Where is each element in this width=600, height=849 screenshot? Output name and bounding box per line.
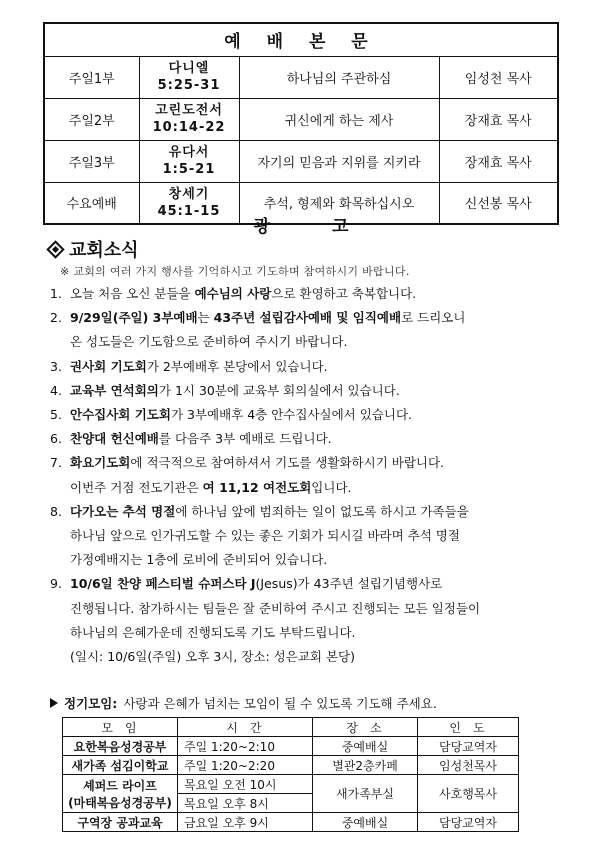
sermon-title-cell: 자기의 믿음과 지위를 지키라 [239,140,439,182]
meeting-leader: 담당교역자 [418,813,519,832]
preacher-cell: 장재효 목사 [439,140,558,182]
body-text: 으로 환영하고 축복합니다. [271,286,417,301]
emphasis-text: 43주년 설립감사예배 및 임직예배 [213,310,402,326]
preacher-cell: 신선봉 목사 [439,182,558,224]
list-item [50,355,570,379]
body-text: 가정예배지는 1층에 로비에 준비되어 있습니다. [70,552,328,568]
meeting-time: 목요일 오후 8시 [178,794,313,813]
body-text: 가 2부예배후 본당에서 있습니다. [146,358,328,374]
list-item-number: 6. [50,431,62,447]
emphasis-text: 다가오는 추석 명절 [70,503,176,519]
list-item [50,572,570,669]
table-row [44,98,558,140]
list-item-number: 4. [50,382,62,398]
col-header-time: 시간 [178,718,313,737]
list-item-number: 1. [50,286,62,301]
triangle-bullet-icon [50,698,58,708]
col-header-leader: 인도 [418,718,519,737]
news-heading [47,236,139,262]
meeting-place: 중예배실 [313,737,418,756]
table-row [44,56,558,98]
emphasis-text: 화요기도회 [70,455,131,471]
worship-table [43,22,559,225]
table-row [44,140,558,182]
meeting-name: 요한복음성경공부 [63,737,178,756]
scripture-cell: 유다서 1:5-21 [139,140,239,182]
scripture-cell: 다니엘 5:25-31 [139,56,239,98]
ad-section-divider [43,212,559,237]
emphasis-text: 여 11,12 여전도회 [202,479,312,495]
emphasis-text: 10/6일 찬양 페스티벌 슈퍼스타 J [70,576,256,592]
regular-meetings-text: 사랑과 은혜가 넘치는 모임이 될 수 있도록 기도해 주세요. [123,696,437,711]
service-cell: 주일1부 [44,56,139,98]
col-header-meeting: 모임 [63,718,178,737]
news-list [50,282,570,669]
table-row [63,756,519,775]
body-text: 입니다. [311,479,352,495]
list-item-number: 2. [50,310,62,326]
sermon-title-cell: 추석, 형제와 화목하십시오 [239,182,439,224]
list-item-line [70,621,570,645]
body-text: 오늘 처음 오신 분들을 [70,286,195,301]
list-item-number: 5. [50,407,62,423]
body-text: 이번주 거점 전도기관은 [70,479,203,495]
emphasis-text: 예수님의 사랑 [194,286,272,301]
list-item-line [70,451,570,475]
service-cell: 주일3부 [44,140,139,182]
col-header-place: 장소 [313,718,418,737]
meeting-time: 목요일 오전 10시 [178,775,313,794]
meeting-time: 금요일 오후 9시 [178,813,313,832]
list-item-line [70,572,570,596]
list-item [50,306,570,354]
scripture-cell: 창세기 45:1-15 [139,182,239,224]
body-text: 에 적극적으로 참여하셔서 기도를 생활화하시기 바랍니다. [130,455,445,471]
body-text: 에 하나님 앞에 범죄하는 일이 없도록 하시고 가족들을 [175,503,469,519]
meetings-table [62,717,519,832]
list-item-line [70,330,570,354]
body-text: 를 다음주 3부 예배로 드립니다. [158,431,332,447]
meeting-leader: 사호행목사 [418,775,519,813]
list-item-line [70,500,570,524]
ad-title: 광 고 [253,217,377,237]
list-item [50,379,570,403]
list-item [50,451,570,499]
sermon-title-cell: 귀신에게 하는 제사 [239,98,439,140]
news-note: ※ 교회의 여러 가지 행사를 기억하시고 기도하며 참여하시기 바랍니다. [60,265,410,278]
list-item-number: 8. [50,503,62,519]
emphasis-text: 교육부 연석회의 [70,382,159,398]
meeting-leader: 임성천목사 [418,756,519,775]
emphasis-text: 찬양대 헌신예배 [70,431,159,447]
service-cell: 수요예배 [44,182,139,224]
meeting-place: 중예배실 [313,813,418,832]
list-item [50,282,570,306]
table-row [63,775,519,794]
body-text: 온 성도들은 기도함으로 준비하여 주시기 바랍니다. [70,334,348,350]
preacher-cell: 임성천 목사 [439,56,558,98]
diamond-bullet-icon [46,240,64,258]
sermon-title-cell: 하나님의 주관하심 [239,56,439,98]
meeting-name: 셰퍼드 라이프 (마태복음성경공부) [63,775,178,813]
dashed-divider-right [374,223,559,224]
meeting-time: 주일 1:20~2:20 [178,756,313,775]
meeting-name: 구역장 공과교육 [63,813,178,832]
body-text: (일시: 10/6일(주일) 오후 3시, 장소: 성은교회 본당) [70,649,355,665]
table-header-row [63,718,519,737]
preacher-cell: 장재효 목사 [439,98,558,140]
list-item-line [70,282,570,306]
list-item-line [70,524,570,548]
meeting-place: 별관2층카페 [313,756,418,775]
list-item [50,403,570,427]
meeting-time: 주일 1:20~2:10 [178,737,313,756]
body-text: 하나님 앞으로 인가귀도할 수 있는 좋은 기회가 되시길 바라며 추석 명절 [70,528,460,544]
body-text: 로 드리오니 [401,310,466,326]
emphasis-text: 9/29일(주일) 3부예배 [70,310,198,326]
body-text: 진행됩니다. 참가하시는 팀들은 잘 준비하여 주시고 진행되는 모든 일정들이 [70,600,481,616]
list-item-line [70,379,570,403]
list-item-line [70,427,570,451]
news-heading-text: 교회소식 [69,240,139,261]
body-text: (Jesus)가 43주년 설립기념행사로 [255,576,443,592]
body-text: 가 3부예배후 4층 안수집사실에서 있습니다. [170,407,413,423]
scripture-cell: 고린도전서 10:14-22 [139,98,239,140]
list-item [50,427,570,451]
list-item-line [70,355,570,379]
list-item-line [70,403,570,427]
body-text: 가 1시 30분에 교육부 회의실에서 있습니다. [158,382,400,398]
list-item-number: 7. [50,455,62,471]
emphasis-text: 안수집사회 기도회 [70,407,171,423]
regular-meetings-heading [50,694,437,712]
list-item-line [70,645,570,669]
meeting-name: 새가족 섬김이학교 [63,756,178,775]
emphasis-text: 권사회 기도회 [70,358,147,374]
table-row [63,737,519,756]
meeting-leader: 담당교역자 [418,737,519,756]
worship-title: 예 배 본 문 [44,23,558,56]
list-item [50,500,570,573]
list-item-line [70,597,570,621]
table-row [63,813,519,832]
regular-meetings-label: 정기모임: [64,696,118,711]
list-item-number: 3. [50,358,62,374]
list-item-line [70,548,570,572]
meeting-place: 새가족부실 [313,775,418,813]
body-text: 는 [197,310,214,326]
list-item-line [70,476,570,500]
service-cell: 주일2부 [44,98,139,140]
list-item-line [70,306,570,330]
body-text: 하나님의 은혜가운데 진행되도록 기도 부탁드립니다. [70,624,356,640]
list-item-number: 9. [50,576,62,592]
